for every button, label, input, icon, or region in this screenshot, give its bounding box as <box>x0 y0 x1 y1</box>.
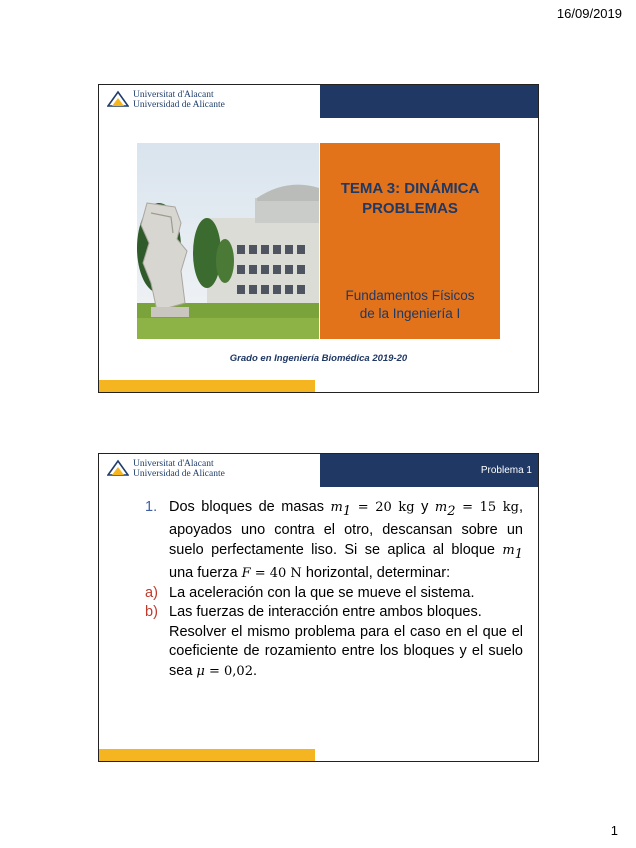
university-emblem-icon <box>107 90 129 108</box>
degree-caption: Grado en Ingeniería Biomédica 2019-20 <box>229 353 408 364</box>
university-logo <box>107 90 225 110</box>
question-a <box>145 584 523 604</box>
question-b-marker: b) <box>145 604 158 621</box>
question-b-text: Las fuerzas de interacción entre ambos bloques. Resolver el mismo problema para el caso en el que el coeficiente de rozamiento entre los bloques y el suelo sea μ = 0,02. <box>169 604 523 679</box>
university-emblem-icon <box>107 459 129 477</box>
course-line-1: Fundamentos Físicos <box>345 288 475 303</box>
title-line-1: TEMA 3: DINÁMICA <box>340 180 480 197</box>
campus-photo <box>137 143 319 339</box>
title-line-2: PROBLEMAS <box>362 200 458 217</box>
problem-item <box>145 498 523 584</box>
header-bar <box>320 454 538 487</box>
logo-line-1: Universitat d'Alacant <box>133 459 214 469</box>
slide-header <box>99 85 538 118</box>
item-number: 1. <box>145 499 158 515</box>
page-date: 16/09/2019 <box>556 6 622 21</box>
page-number: 1 <box>610 823 618 838</box>
slide-title <box>98 84 539 393</box>
footer-bar <box>99 380 315 392</box>
footer-bar <box>99 749 315 761</box>
header-bar <box>320 85 538 118</box>
question-a-text: La aceleración con la que se mueve el sistema. <box>169 584 475 601</box>
logo-line-1: Universitat d'Alacant <box>133 90 214 100</box>
course-line-2: de la Ingeniería I <box>359 306 461 321</box>
problem-statement <box>145 498 523 681</box>
question-a-marker: a) <box>145 584 158 601</box>
course-name <box>320 287 500 323</box>
logo-line-2: Universidad de Alicante <box>133 469 225 479</box>
slide-title-text <box>320 179 500 219</box>
question-b <box>145 603 523 681</box>
logo-line-2: Universidad de Alicante <box>133 100 225 110</box>
title-panel <box>320 143 500 339</box>
university-logo <box>107 459 225 479</box>
problem-text: Dos bloques de masas $m_1 = 20$ kg y $m_2 = 15$ kg, apoyados uno contra el otro, descansan sobre un suelo perfectamente liso. Si se aplica al bloque $m_1$ una fuerza F = 40 N horizontal, determinar: <box>169 499 524 582</box>
problem-title: Problema 1 <box>480 465 532 476</box>
slide-problem <box>98 453 539 762</box>
slide-header <box>99 454 538 487</box>
